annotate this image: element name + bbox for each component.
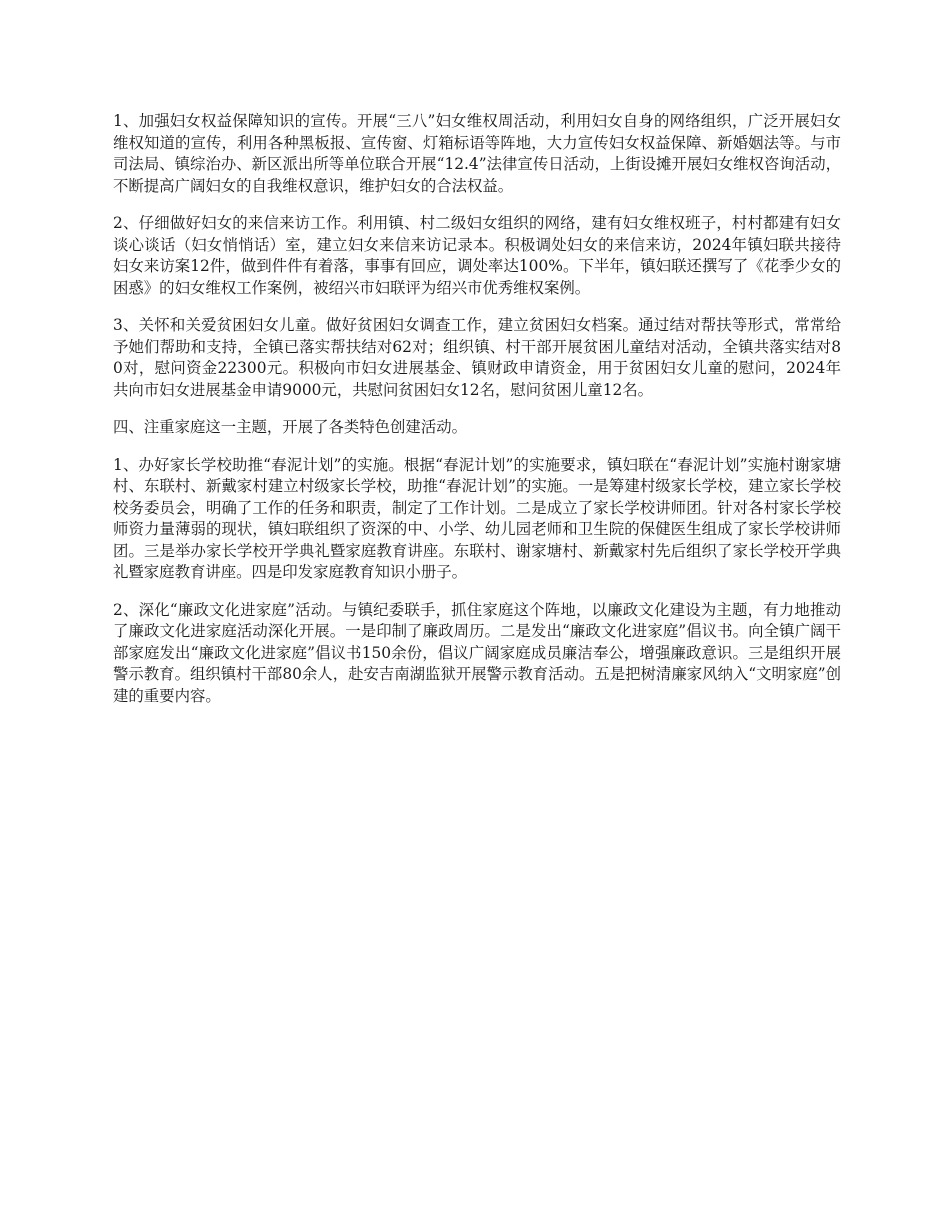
paragraph-integrity-culture: 2、深化“廉政文化进家庭”活动。与镇纪委联手，抓住家庭这个阵地，以廉政文化建设为主题，有力地推动了廉政文化进家庭活动深化开展。一是印制了廉政周历。二是发出“廉政文化进家庭”倡议书。向全镇广阔干部家庭发出“廉政文化进家庭”倡议书150余份，倡议广阔家庭成员廉洁奉公，增强廉政意识。三是组织开展警示教育。组织镇村干部80余人，赴安吉南湖监狱开展警示教育活动。五是把树清廉家风纳入“文明家庭”创建的重要内容。 bbox=[113, 600, 841, 705]
paragraph-women-rights-publicity: 1、加强妇女权益保障知识的宣传。开展“三八”妇女维权周活动，利用妇女自身的网络组织，广泛开展妇女维权知道的宣传，利用各种黑板报、宣传窗、灯箱标语等阵地，大力宣传妇女权益保障、新婚姻法等。与市司法局、镇综治办、新区派出所等单位联合开展“12.4”法律宣传日活动，上街设摊开展妇女维权咨询活动，不断提高广阔妇女的自我维权意识，维护妇女的合法权益。 bbox=[113, 112, 841, 195]
paragraph-letters-and-visits: 2、仔细做好妇女的来信来访工作。利用镇、村二级妇女组织的网络，建有妇女维权班子，村村都建有妇女谈心谈话（妇女悄悄话）室，建立妇女来信来访记录本。积极调处妇女的来信来访，2024年镇妇联共接待妇女来访案12件，做到件件有着落，事事有回应，调处率达100%。下半年，镇妇联还撰写了《花季少女的困惑》的妇女维权工作案例，被绍兴市妇联评为绍兴市优秀维权案例。 bbox=[113, 214, 841, 297]
paragraph-poor-women-children: 3、关怀和关爱贫困妇女儿童。做好贫困妇女调查工作，建立贫困妇女档案。通过结对帮扶等形式，常常给予她们帮助和支持，全镇已落实帮扶结对62对；组织镇、村干部开展贫困儿童结对活动，全镇共落实结对80对，慰问资金22300元。积极向市妇女进展基金、镇财政申请资金，用于贫困妇女儿童的慰问，2024年共向市妇女进展基金申请9000元，共慰问贫困妇女12名，慰问贫困儿童12名。 bbox=[113, 316, 841, 399]
section-heading-family: 四、注重家庭这一主题，开展了各类特色创建活动。 bbox=[113, 418, 467, 436]
paragraph-parent-school: 1、办好家长学校助推“春泥计划”的实施。根据“春泥计划”的实施要求，镇妇联在“春泥计划”实施村谢家塘村、东联村、新戴家村建立村级家长学校，助推“春泥计划”的实施。一是筹建村级家长学校，建立家长学校校务委员会，明确了工作的任务和职责，制定了工作计划。二是成立了家长学校讲师团。针对各村家长学校师资力量薄弱的现状，镇妇联组织了资深的中、小学、幼儿园老师和卫生院的保健医生组成了家长学校讲师团。三是举办家长学校开学典礼暨家庭教育讲座。东联村、谢家塘村、新戴家村先后组织了家长学校开学典礼暨家庭教育讲座。四是印发家庭教育知识小册子。 bbox=[113, 455, 841, 581]
document-body bbox=[113, 111, 841, 723]
